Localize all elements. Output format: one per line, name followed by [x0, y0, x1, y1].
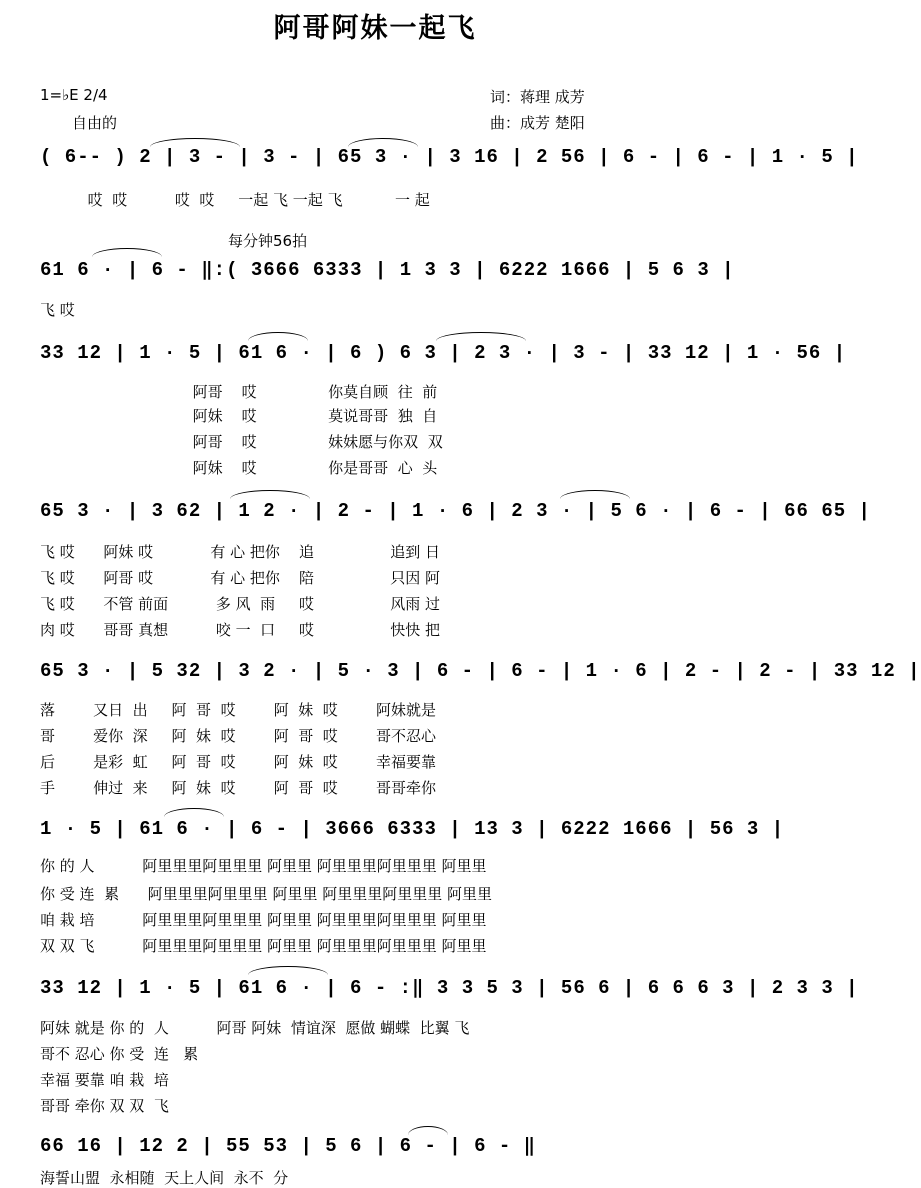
notation-line-6: 1 · 5 | 61 6 · | 6 - | 3666 6333 | 13 3 | 6222 1666 | 56 3 |	[40, 818, 785, 840]
lyric-line-3-1: 阿哥 哎 你莫自顾 往 前	[40, 383, 438, 401]
lyric-line-5-1: 落 又日 出 阿 哥 哎 阿 妹 哎 阿妹就是	[40, 701, 436, 719]
slur-mark	[248, 332, 308, 341]
slur-mark	[248, 966, 328, 975]
lyric-line-6-3: 咱 栽 培 阿里里里阿里里里 阿里里 阿里里里阿里里里 阿里里	[40, 911, 487, 929]
lyric-line-6-4: 双 双 飞 阿里里里阿里里里 阿里里 阿里里里阿里里里 阿里里	[40, 937, 487, 955]
lyric-line-3-2: 阿妹 哎 莫说哥哥 独 自	[40, 407, 438, 425]
key-signature: 1=♭E 2/4	[40, 86, 108, 104]
lyric-line-3-4: 阿妹 哎 你是哥哥 心 头	[40, 459, 438, 477]
slur-mark	[560, 490, 630, 499]
slur-mark	[348, 138, 418, 147]
slur-mark	[164, 808, 224, 817]
lyric-line-6-1: 你 的 人 阿里里里阿里里里 阿里里 阿里里里阿里里里 阿里里	[40, 857, 487, 875]
notation-line-4: 65 3 · | 3 62 | 1 2 · | 2 - | 1 · 6 | 2 3 · | 5 6 · | 6 - | 66 65 |	[40, 500, 871, 522]
lyric-line-7-2: 哥不 忍心 你 受 连 累	[40, 1045, 199, 1063]
notation-line-7: 33 12 | 1 · 5 | 61 6 · | 6 - :‖ 3 3 5 3 | 56 6 | 6 6 6 3 | 2 3 3 |	[40, 977, 859, 999]
notation-line-8: 66 16 | 12 2 | 55 53 | 5 6 | 6 - | 6 - ‖	[40, 1135, 537, 1157]
notation-line-3: 33 12 | 1 · 5 | 61 6 · | 6 ) 6 3 | 2 3 · | 3 - | 33 12 | 1 · 56 |	[40, 342, 847, 364]
lyric-line-4-3: 飞 哎 不管 前面 多 风 雨 哎 风雨 过	[40, 595, 441, 613]
slur-mark	[408, 1126, 448, 1135]
song-title: 阿哥阿妹一起飞	[273, 13, 477, 44]
slur-mark	[150, 138, 240, 147]
lyric-line-2-1: 飞 哎	[40, 301, 75, 319]
notation-line-1: ( 6-- ) 2 | 3 - | 3 - | 65 3 · | 3 16 | 2 56 | 6 - | 6 - | 1 · 5 |	[40, 146, 859, 168]
lyric-line-4-4: 肉 哎 哥哥 真想 咬 一 口 哎 快快 把	[40, 621, 441, 639]
lyric-line-4-2: 飞 哎 阿哥 哎 有 心 把你 陪 只因 阿	[40, 569, 441, 587]
expression-marking: 自由的	[72, 114, 118, 132]
tempo-marking: 每分钟56拍	[228, 232, 308, 250]
composer-credit: 曲：成芳 楚阳	[490, 114, 585, 132]
slur-mark	[92, 248, 162, 257]
lyric-line-5-2: 哥 爱你 深 阿 妹 哎 阿 哥 哎 哥不忍心	[40, 727, 436, 745]
lyric-line-5-4: 手 伸过 来 阿 妹 哎 阿 哥 哎 哥哥牵你	[40, 779, 436, 797]
lyric-line-4-1: 飞 哎 阿妹 哎 有 心 把你 追 追到 日	[40, 543, 441, 561]
lyricist-credit: 词：蒋理 成芳	[490, 88, 585, 106]
lyric-line-5-3: 后 是彩 虹 阿 哥 哎 阿 妹 哎 幸福要靠	[40, 753, 436, 771]
notation-line-5: 65 3 · | 5 32 | 3 2 · | 5 · 3 | 6 - | 6 - | 1 · 6 | 2 - | 2 - | 33 12 |	[40, 660, 921, 682]
lyric-line-6-2: 你 受 连 累 阿里里里阿里里里 阿里里 阿里里里阿里里里 阿里里	[40, 885, 492, 903]
lyric-line-7-3: 幸福 要靠 咱 栽 培	[40, 1071, 169, 1089]
slur-mark	[436, 332, 526, 341]
lyric-line-7-1: 阿妹 就是 你 的 人 阿哥 阿妹 情谊深 愿做 蝴蝶 比翼 飞	[40, 1019, 470, 1037]
notation-line-2: 61 6 · | 6 - ‖:( 3666 6333 | 1 3 3 | 6222 1666 | 5 6 3 |	[40, 259, 735, 281]
lyric-line-3-3: 阿哥 哎 妹妹愿与你双 双	[40, 433, 443, 451]
lyric-line-1-1: 哎 哎 哎 哎 一起 飞 一起 飞 一 起	[40, 191, 430, 209]
slur-mark	[230, 490, 310, 499]
lyric-line-8-1: 海誓山盟 永相随 天上人间 永不 分	[40, 1169, 289, 1187]
lyric-line-7-4: 哥哥 牵你 双 双 飞	[40, 1097, 169, 1115]
